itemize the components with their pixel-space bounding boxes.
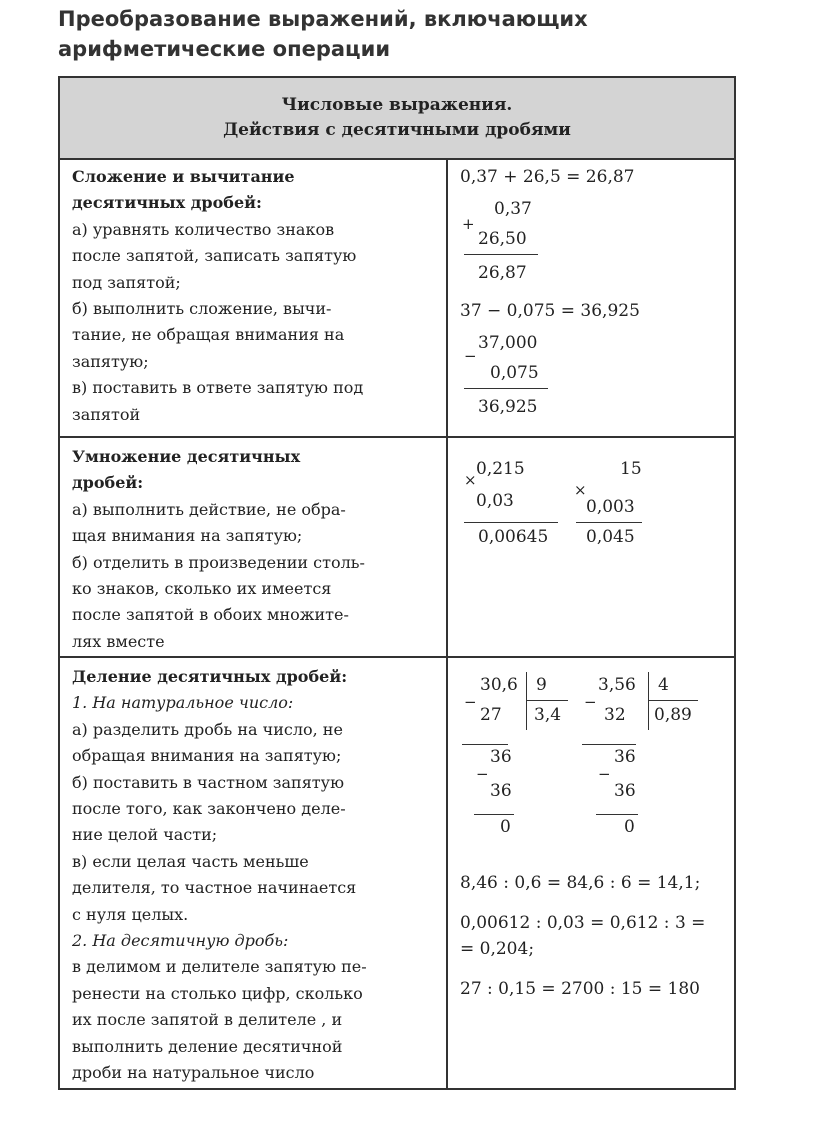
- partial-product: 36: [614, 781, 636, 801]
- division-example-2-line2: = 0,204;: [460, 939, 535, 959]
- division-subtitle-1: 1. На натуральное число:: [72, 693, 294, 713]
- division-line: дроби на натуральное число: [72, 1063, 315, 1083]
- division-title: Деление десятичных дробей:: [72, 667, 348, 686]
- addition-line: б) выполнить сложение, вычи-: [72, 299, 332, 319]
- addition-line: запятую;: [72, 351, 149, 371]
- partial-product: 27: [480, 705, 502, 725]
- addition-line: а) уравнять количество знаков: [72, 219, 335, 239]
- partial-product: 32: [604, 705, 626, 725]
- division-line: их после запятой в делителе , и: [72, 1010, 343, 1030]
- division-bar: [526, 672, 527, 730]
- multiplication-line: лях вместе: [72, 631, 165, 651]
- division-line: ние целой части;: [72, 825, 218, 845]
- addition-line: под запятой;: [72, 272, 181, 292]
- division-line: б) поставить в частном запятую: [72, 772, 344, 792]
- divisor: 9: [536, 675, 547, 695]
- product-result: 0,00645: [478, 527, 549, 547]
- quotient: 3,4: [534, 705, 562, 725]
- product-result: 0,045: [586, 527, 635, 547]
- quotient-line: [648, 700, 698, 701]
- division-bar: [648, 672, 649, 730]
- page-title-line1: Преобразование выражений, включающих: [58, 7, 588, 31]
- division-line: а) разделить дробь на число, не: [72, 719, 343, 739]
- division-line: обращая внимания на запятую;: [72, 746, 342, 766]
- addition-title-line1: Сложение и вычитание: [72, 167, 295, 186]
- division-line: ренести на столько цифр, сколько: [72, 983, 363, 1003]
- division-line: выполнить деление десятичной: [72, 1036, 343, 1056]
- partial-product: 36: [490, 781, 512, 801]
- factor-2: 0,03: [476, 491, 514, 511]
- factor-2: 0,003: [586, 497, 635, 517]
- remainder: 36: [614, 747, 636, 767]
- dividend: 30,6: [480, 675, 518, 695]
- remainder: 0: [624, 817, 635, 837]
- product-line: [464, 522, 558, 523]
- remainder: 0: [500, 817, 511, 837]
- minus-sign: −: [584, 693, 597, 711]
- quotient: 0,89: [654, 705, 692, 725]
- plus-sign: +: [462, 215, 475, 233]
- addition-examples: [448, 158, 734, 436]
- division-examples: [448, 658, 734, 1088]
- row-multiplication: [60, 438, 734, 658]
- multiplication-line: щая внимания на запятую;: [72, 526, 303, 546]
- multiplication-line: после запятой в обоих множите-: [72, 605, 349, 625]
- factor-1: 0,215: [476, 459, 525, 479]
- page-title-line2: арифметические операции: [58, 37, 391, 61]
- multiplication-examples: [448, 438, 734, 656]
- multiplication-title-line2: дробей:: [72, 473, 144, 493]
- divisor: 4: [658, 675, 669, 695]
- minus-sign: −: [464, 347, 477, 365]
- addend-2: 26,50: [478, 229, 527, 249]
- multiplication-title-line1: Умножение десятичных: [72, 447, 301, 466]
- division-example-2-line1: 0,00612 : 0,03 = 0,612 : 3 =: [460, 913, 706, 933]
- dividend: 3,56: [598, 675, 636, 695]
- minus-sign: −: [598, 765, 611, 783]
- minus-sign: −: [464, 693, 477, 711]
- division-line: после того, как закончено деле-: [72, 799, 346, 819]
- division-example-1: 8,46 : 0,6 = 84,6 : 6 = 14,1;: [460, 873, 701, 893]
- times-sign: ×: [574, 481, 587, 499]
- factor-1: 15: [620, 459, 642, 479]
- multiplication-rule: [60, 438, 448, 656]
- subtraction-line: [596, 814, 638, 815]
- times-sign: ×: [464, 471, 477, 489]
- rules-table: [58, 76, 736, 1090]
- table-header-line2: Действия с десятичными дробями: [223, 120, 571, 140]
- division-line: в) если целая часть меньше: [72, 851, 309, 871]
- difference-result: 36,925: [478, 397, 538, 417]
- addition-title-line2: десятичных дробей:: [72, 193, 262, 213]
- division-subtitle-2: 2. На десятичную дробь:: [72, 931, 289, 951]
- subtraction-line: [462, 744, 508, 745]
- division-rule: [60, 658, 448, 1088]
- addition-line: в) поставить в ответе запятую под: [72, 378, 364, 398]
- addition-rule: [60, 158, 448, 436]
- addition-line: тание, не обращая внимания на: [72, 325, 345, 345]
- addition-line: запятой: [72, 404, 141, 424]
- addition-example-1: 0,37 + 26,5 = 26,87: [460, 167, 635, 187]
- subtraction-line: [474, 814, 514, 815]
- minus-sign: −: [476, 765, 489, 783]
- multiplication-line: а) выполнить действие, не обра-: [72, 499, 346, 519]
- remainder: 36: [490, 747, 512, 767]
- multiplication-line: ко знаков, сколько их имеется: [72, 579, 332, 599]
- table-header: [60, 78, 734, 160]
- multiplication-line: б) отделить в произведении столь-: [72, 552, 365, 572]
- product-line: [576, 522, 642, 523]
- row-addition: [60, 158, 734, 438]
- subtraction-example: 37 − 0,075 = 36,925: [460, 301, 640, 321]
- row-division: [60, 658, 734, 1088]
- division-line: в делимом и делителе запятую пе-: [72, 957, 367, 977]
- subtraction-line: [582, 744, 636, 745]
- division-example-3: 27 : 0,15 = 2700 : 15 = 180: [460, 979, 701, 999]
- page-title: [58, 4, 778, 64]
- division-line: с нуля целых.: [72, 904, 189, 924]
- addition-line: после запятой, записать запятую: [72, 246, 357, 266]
- difference-line: [464, 388, 548, 389]
- quotient-line: [526, 700, 568, 701]
- subtrahend: 0,075: [490, 363, 539, 383]
- addend-1: 0,37: [494, 199, 532, 219]
- sum-line: [464, 254, 538, 255]
- division-line: делителя, то частное начинается: [72, 878, 357, 898]
- sum-result: 26,87: [478, 263, 527, 283]
- minuend: 37,000: [478, 333, 538, 353]
- table-header-line1: Числовые выражения.: [281, 95, 513, 115]
